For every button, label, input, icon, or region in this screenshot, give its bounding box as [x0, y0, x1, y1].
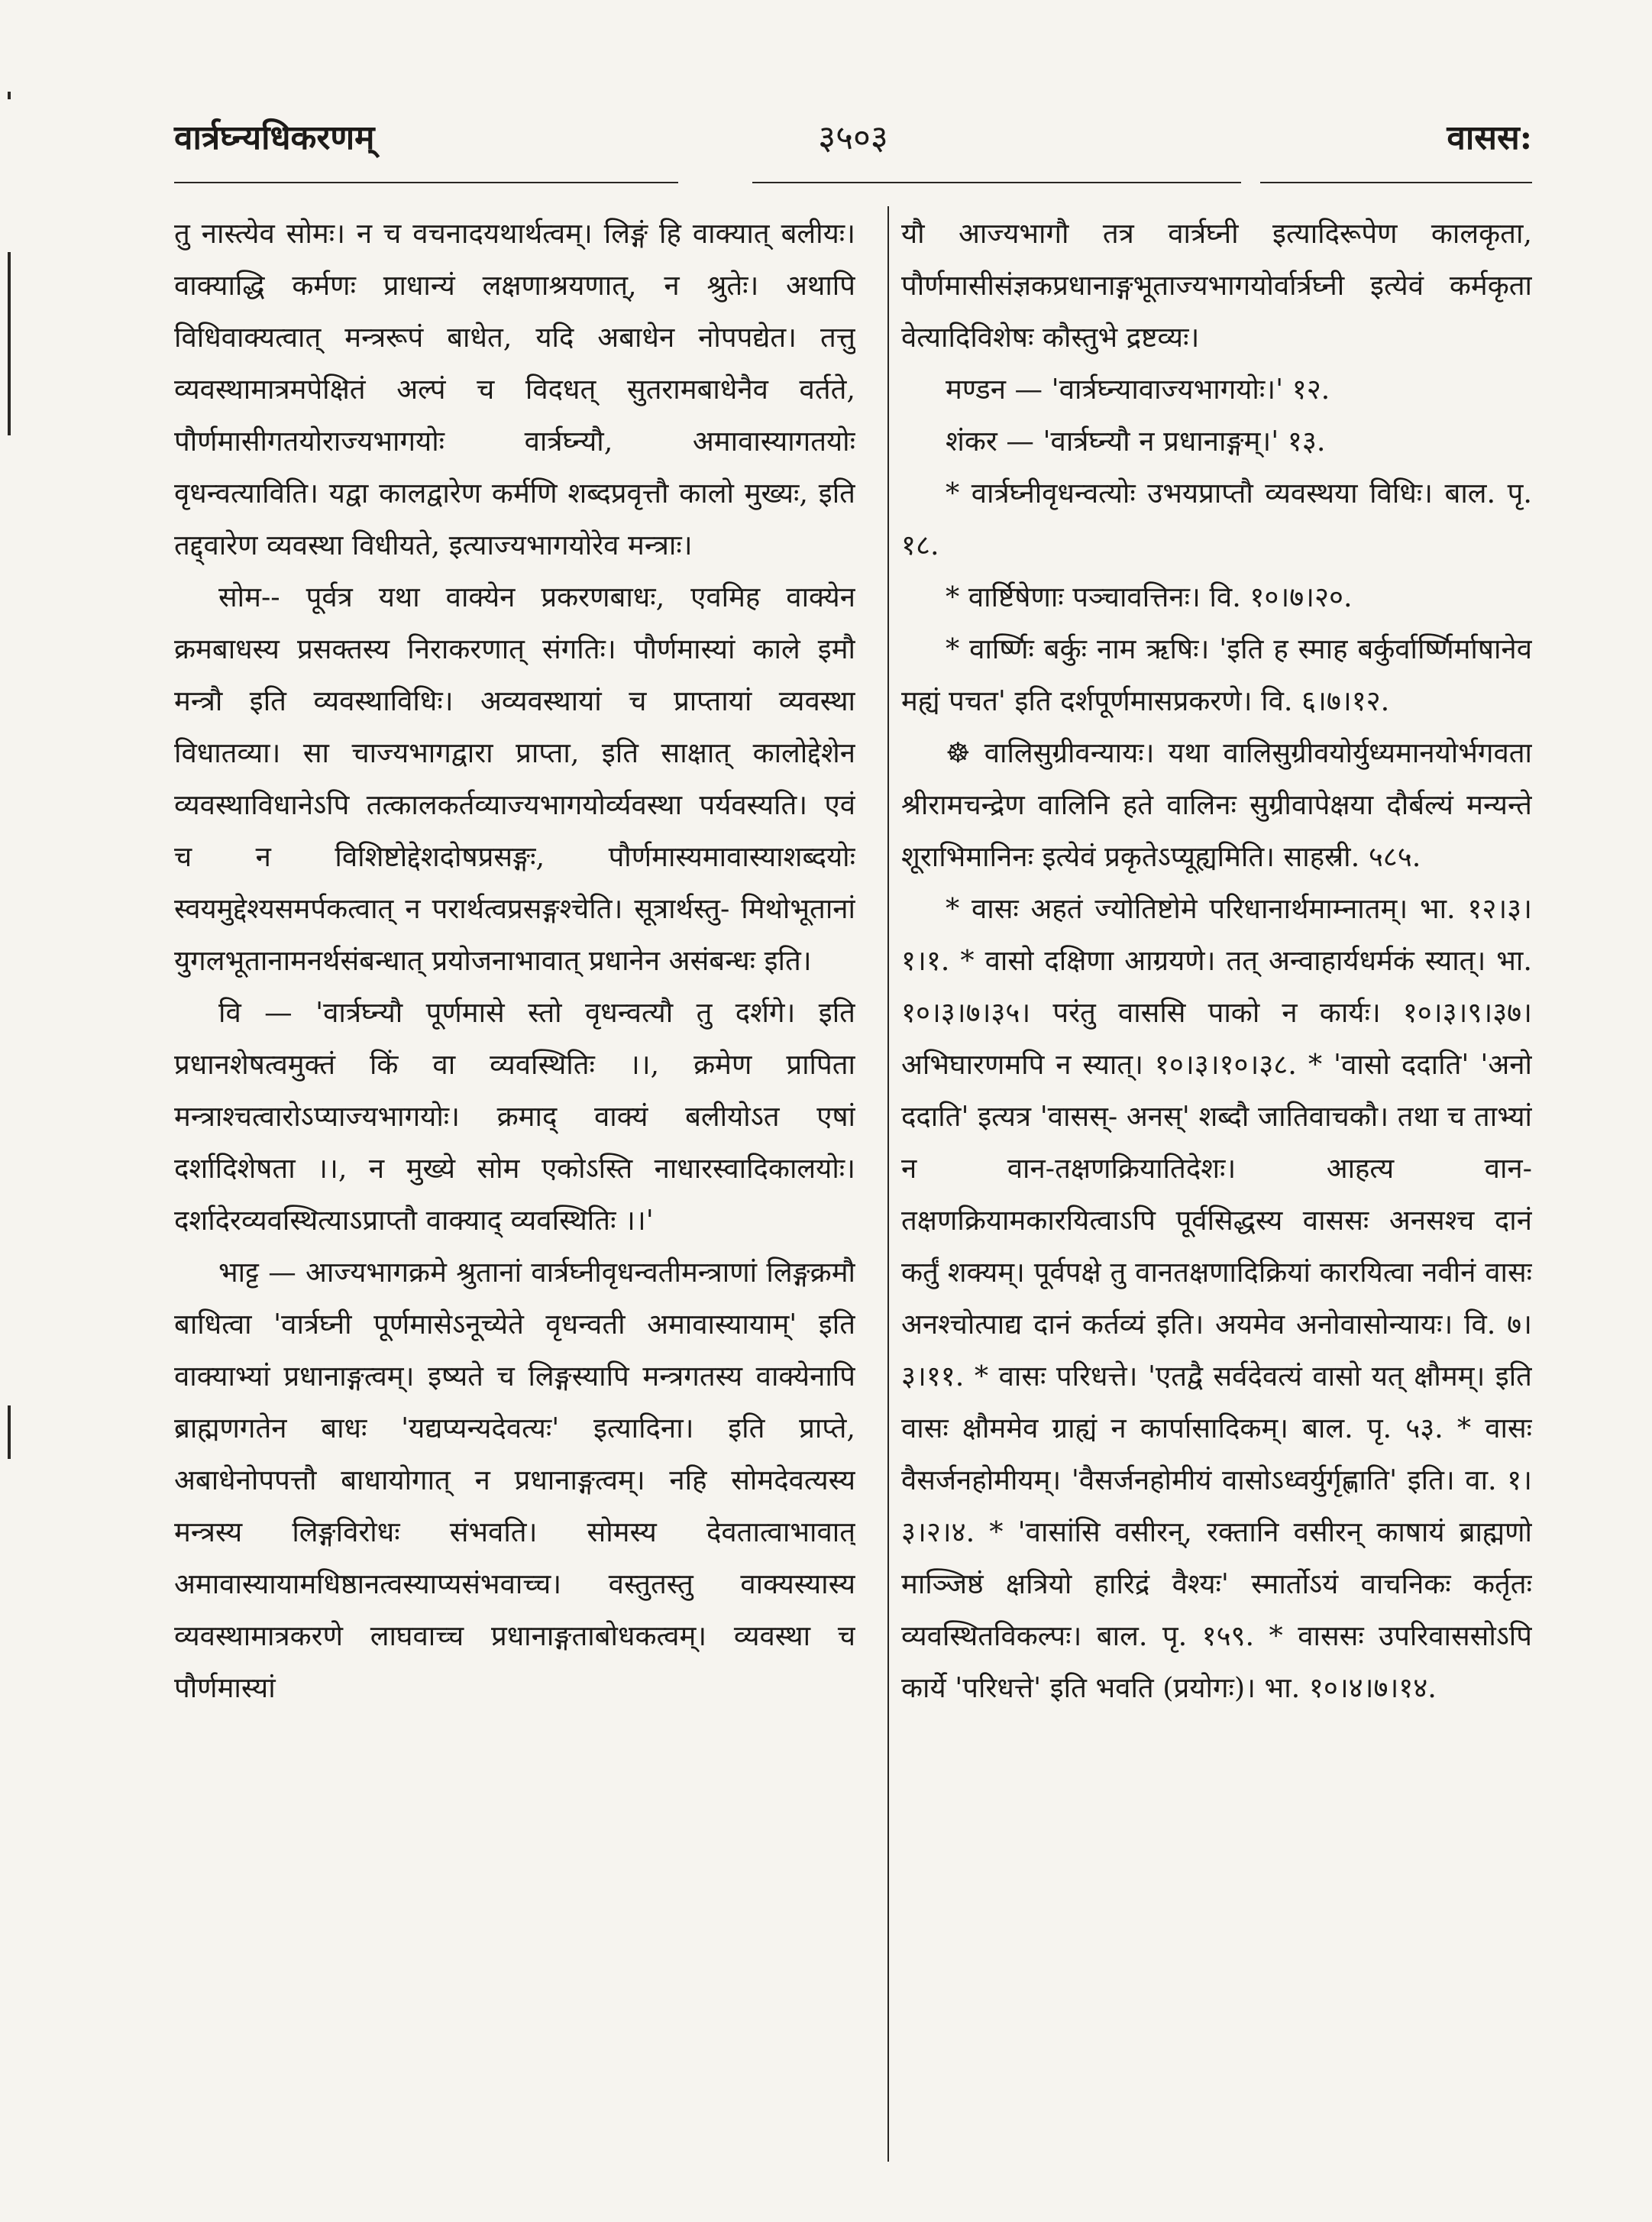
margin-rule-upper [8, 252, 11, 435]
column-divider [887, 206, 889, 2162]
right-para-shankara: शंकर — 'वार्त्रघ्न्यौ न प्रधानाङ्गम्।' १३. [946, 425, 1326, 458]
left-para-soma: सोम-- पूर्वत्र यथा वाक्येन प्रकरणबाधः, एवमिह वाक्येन क्रमबाधस्य प्रसक्तस्य निराकरणात् संगतिः। पौर्णमास्यां काले इमौ मन्त्रौ इति व्यवस्थाविधिः। अव्यवस्थायां च प्राप्तायां व्यवस्था विधातव्या। सा चाज्यभागद्वारा प्राप्ता, इति साक्षात् कालोद्देशेन व्यवस्थाविधानेऽपि तत्कालकर्तव्याज्यभागयोर्व्यवस्था पर्यवस्यति। एवं च न विशिष्टोद्देशदोषप्रसङ्गः, पौर्णमास्यमावास्याशब्दयोः स्वयमुद्देश्यसमर्पकत्वात् न परार्थत्वप्रसङ्गश्चेति। सूत्रार्थस्तु- मिथोभूतानां युगलभूतानामनर्थसंबन्धात् प्रयोजनाभावात् प्रधानेन असंबन्धः इति। [174, 581, 855, 977]
header-right-title: वासस: [1447, 118, 1532, 157]
right-para-mandana: मण्डन — 'वार्त्रघ्न्यावाज्यभागयोः।' १२. [946, 373, 1330, 406]
header-rule-right [1260, 182, 1532, 183]
right-entry-varshni: * वार्ष्णिः बर्कुः नाम ऋषिः। 'इति ह स्माह बर्कुर्वार्ष्णिर्माषानेव मह्यं पचत' इति दर्शपूर्णमासप्रकरणे। वि. ६।७।१२. [901, 632, 1532, 717]
right-column [901, 208, 1532, 2163]
margin-rule-lower [8, 1405, 11, 1459]
margin-tick [8, 92, 11, 99]
right-para-1: यौ आज्यभागौ तत्र वार्त्रघ्नी इत्यादिरूपेण कालकृता, पौर्णमासीसंज्ञकप्रधानाङ्गभूताज्यभागयोर्वार्त्रघ्नी इत्येवं कर्मकृता वेत्यादिविशेषः कौस्तुभे द्रष्टव्यः। [901, 217, 1532, 354]
left-para-1: तु नास्त्येव सोमः। न च वचनादयथार्थत्वम्। लिङ्गं हि वाक्यात् बलीयः। वाक्याद्धि कर्मणः प्राधान्यं लक्षणाश्रयणात्, न श्रुतेः। अथापि विधिवाक्यत्वात् मन्त्ररूपं बाधेत, यदि अबाधेन नोपपद्येत। तत्तु व्यवस्थामात्रमपेक्षितं अल्पं च विदधत् सुतरामबाधेनैव वर्तते, पौर्णमासीगतयोराज्यभागयोः वार्त्रघ्न्यौ, अमावास्यागतयोः वृधन्वत्याविति। यद्वा कालद्वारेण कर्मणि शब्दप्रवृत्तौ कालो मुख्यः, इति तद्द्वारेण व्यवस्था विधीयते, इत्याज्यभागयोरेव मन्त्राः। [174, 217, 855, 561]
header-rule-center [752, 182, 1241, 183]
header-left-title: वार्त्रघ्न्यधिकरणम् [174, 118, 375, 157]
left-para-bhatta: भाट्ट — आज्यभागक्रमे श्रुतानां वार्त्रघ्नीवृधन्वतीमन्त्राणां लिङ्गक्रमौ बाधित्वा 'वार्त्रघ्नी पूर्णमासेऽनूच्येते वृधन्वती अमावास्यायाम्' इति वाक्याभ्यां प्रधानाङ्गत्वम्। इष्यते च लिङ्गस्यापि मन्त्रगतस्य वाक्येनापि ब्राह्मणगतेन बाधः 'यद्यप्यन्यदेवत्यः' इत्यादिना। इति प्राप्ते, अबाधेनोपपत्तौ बाधायोगात् न प्रधानाङ्गत्वम्। नहि सोमदेवत्यस्य मन्त्रस्य लिङ्गविरोधः संभवति। सोमस्य देवतात्वाभावात् अमावास्यायामधिष्ठानत्वस्याप्यसंभवाच्च। वस्तुतस्तु वाक्यस्यास्य व्यवस्थामात्रकरणे लाघवाच्च प्रधानाङ्गताबोधकत्वम्। व्यवस्था च पौर्णमास्यां [174, 1256, 855, 1704]
right-entry-vasah: * वासः अहतं ज्योतिष्टोमे परिधानार्थमाम्नातम्। भा. १२।३।१।१. * वासो दक्षिणा आग्रयणे। तत् अन्वाहार्यधर्मकं स्यात्। भा. १०।३।७।३५। परंतु वाससि पाको न कार्यः। १०।३।९।३७। अभिघारणमपि न स्यात्। १०।३।१०।३८. * 'वासो ददाति' 'अनो ददाति' इत्यत्र 'वासस्- अनस्' शब्दौ जातिवाचकौ। तथा च ताभ्यां न वान-तक्षणक्रियातिदेशः। आहत्य वान-तक्षणक्रियामकारयित्वाऽपि पूर्वसिद्धस्य वाससः अनसश्च दानं कर्तुं शक्यम्। पूर्वपक्षे तु वानतक्षणादिक्रियां कारयित्वा नवीनं वासः अनश्चोत्पाद्य दानं कर्तव्यं इति। अयमेव अनोवासोन्यायः। वि. ७।३।११. * वासः परिधत्ते। 'एतद्वै सर्वदेवत्यं वासो यत् क्षौमम्। इति वासः क्षौममेव ग्राह्यं न कार्पासादिकम्। बाल. पृ. ५३. * वासः वैसर्जनहोमीयम्। 'वैसर्जनहोमीयं वासोऽध्वर्युर्गृह्णाति' इति। वा. १।३।२।४. * 'वासांसि वसीरन्, रक्तानि वसीरन् काषायं ब्राह्मणो माञ्जिष्ठं क्षत्रियो हारिद्रं वैश्यः' स्मार्तोऽयं वाचनिकः कर्तृतः व्यवस्थितविकल्पः। बाल. पृ. १५९. * वाससः उपरिवाससोऽपि कार्ये 'परिधत्ते' इति भवति (प्रयोगः)। भा. १०।४।७।१४. [901, 892, 1532, 1704]
page-header [174, 113, 1532, 167]
right-entry-vartraghni: * वार्त्रघ्नीवृधन्वत्योः उभयप्राप्तौ व्यवस्थया विधिः। बाल. पृ. १८. [901, 477, 1532, 561]
page-number: ३५०३ [818, 118, 888, 157]
right-entry-valisugriva: ☸ वालिसुग्रीवन्यायः। यथा वालिसुग्रीवयोर्युध्यमानयोर्भगवता श्रीरामचन्द्रेण वालिनि हते वालिनः सुग्रीवापेक्षया दौर्बल्यं मन्यन्ते शूराभिमानिनः इत्येवं प्रकृतेऽप्यूह्यमिति। साहस्री. ५८५. [901, 736, 1532, 873]
right-entry-varshtishena: * वार्ष्टिषेणाः पञ्चावत्तिनः। वि. १०।७।२०. [946, 581, 1353, 613]
header-rule-left [174, 182, 678, 183]
left-para-vi: वि — 'वार्त्रघ्न्यौ पूर्णमासे स्तो वृधन्वत्यौ तु दर्शगे। इति प्रधानशेषत्वमुक्तं किं वा व्यवस्थितिः ।।, क्रमेण प्रापिता मन्त्राश्चत्वारोऽप्याज्यभागयोः। क्रमाद् वाक्यं बलीयोऽत एषां दर्शादिशेषता ।।, न मुख्ये सोम एकोऽस्ति नाधारस्वादिकालयोः। दर्शादेरव्यवस्थित्याऽप्राप्तौ वाक्याद् व्यवस्थितिः ।।' [174, 996, 855, 1237]
left-column [174, 208, 855, 2163]
